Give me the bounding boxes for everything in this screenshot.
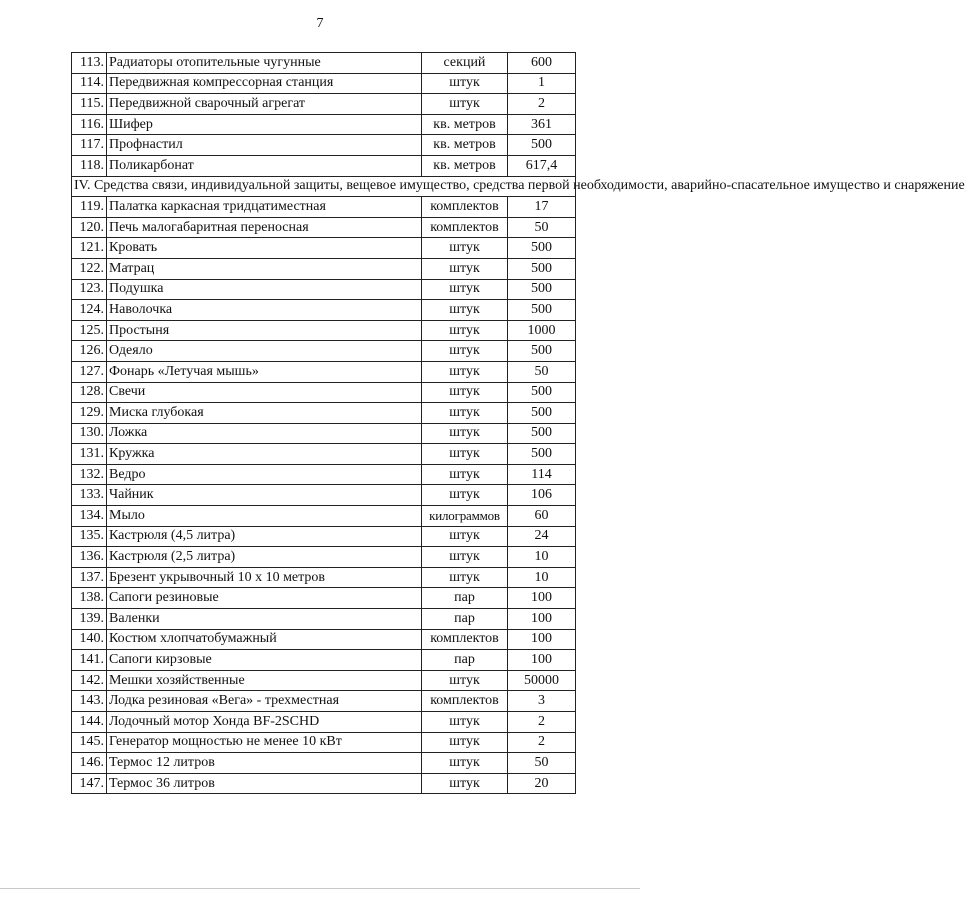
item-quantity: 500 [508,382,576,403]
item-number: 119. [72,197,107,218]
item-quantity: 617,4 [508,155,576,176]
item-number: 128. [72,382,107,403]
item-name: Наволочка [107,300,422,321]
item-number: 123. [72,279,107,300]
item-number: 116. [72,114,107,135]
item-name: Валенки [107,609,422,630]
item-quantity: 114 [508,464,576,485]
item-name: Палатка каркасная тридцатиместная [107,197,422,218]
item-unit: штук [422,382,508,403]
table-row [72,53,576,74]
item-name: Профнастил [107,135,422,156]
item-quantity: 1000 [508,320,576,341]
item-quantity: 50 [508,361,576,382]
item-quantity: 60 [508,506,576,527]
item-number: 132. [72,464,107,485]
item-unit: штук [422,238,508,259]
table-row [72,712,576,733]
item-name: Сапоги кирзовые [107,650,422,671]
item-name: Передвижная компрессорная станция [107,73,422,94]
item-name: Передвижной сварочный агрегат [107,94,422,115]
item-quantity: 50000 [508,670,576,691]
item-name: Брезент укрывочный 10 х 10 метров [107,567,422,588]
item-quantity: 500 [508,300,576,321]
item-quantity: 100 [508,650,576,671]
table-row [72,94,576,115]
item-name: Свечи [107,382,422,403]
item-quantity: 100 [508,588,576,609]
item-number: 122. [72,258,107,279]
table-row [72,567,576,588]
item-name: Лодочный мотор Хонда BF-2SCHD [107,712,422,733]
item-name: Кровать [107,238,422,259]
table-row [72,403,576,424]
item-unit: штук [422,485,508,506]
item-quantity: 500 [508,423,576,444]
item-number: 125. [72,320,107,341]
item-number: 141. [72,650,107,671]
item-quantity: 17 [508,197,576,218]
item-name: Мешки хозяйственные [107,670,422,691]
item-unit: пар [422,588,508,609]
table-row [72,197,576,218]
item-name: Радиаторы отопительные чугунные [107,53,422,74]
item-unit: штук [422,94,508,115]
item-number: 130. [72,423,107,444]
item-quantity: 500 [508,258,576,279]
item-name: Костюм хлопчатобумажный [107,629,422,650]
table-body-before-section [72,53,576,177]
item-quantity: 500 [508,238,576,259]
item-name: Мыло [107,506,422,527]
item-number: 139. [72,609,107,630]
item-unit: кв. метров [422,114,508,135]
item-name: Кружка [107,444,422,465]
item-unit: комплектов [422,197,508,218]
item-unit: килограммов [422,506,508,527]
table-row [72,217,576,238]
item-name: Сапоги резиновые [107,588,422,609]
item-unit: пар [422,609,508,630]
table-row [72,753,576,774]
item-name: Простыня [107,320,422,341]
table-row [72,279,576,300]
item-name: Матрац [107,258,422,279]
item-unit: штук [422,464,508,485]
table-row [72,691,576,712]
table-row [72,444,576,465]
item-number: 144. [72,712,107,733]
item-number: 118. [72,155,107,176]
item-number: 115. [72,94,107,115]
table-row [72,341,576,362]
page-bottom-divider [0,888,640,889]
table-row [72,732,576,753]
table-body-after-section [72,197,576,794]
item-unit: комплектов [422,217,508,238]
item-quantity: 100 [508,609,576,630]
item-number: 120. [72,217,107,238]
item-number: 127. [72,361,107,382]
item-name: Лодка резиновая «Вега» - трехместная [107,691,422,712]
item-number: 121. [72,238,107,259]
item-unit: кв. метров [422,155,508,176]
item-quantity: 10 [508,567,576,588]
item-unit: штук [422,753,508,774]
item-unit: секций [422,53,508,74]
item-unit: штук [422,547,508,568]
item-name: Чайник [107,485,422,506]
item-name: Ложка [107,423,422,444]
item-quantity: 500 [508,341,576,362]
table-row [72,526,576,547]
item-quantity: 361 [508,114,576,135]
item-number: 135. [72,526,107,547]
item-name: Кастрюля (4,5 литра) [107,526,422,547]
table-row [72,670,576,691]
item-unit: штук [422,341,508,362]
item-name: Термос 12 литров [107,753,422,774]
item-name: Подушка [107,279,422,300]
item-unit: штук [422,526,508,547]
item-unit: штук [422,712,508,733]
item-name: Ведро [107,464,422,485]
table-row [72,650,576,671]
item-number: 146. [72,753,107,774]
item-name: Термос 36 литров [107,773,422,794]
item-quantity: 500 [508,444,576,465]
table-row [72,423,576,444]
table-row [72,485,576,506]
table-row [72,464,576,485]
item-unit: штук [422,773,508,794]
item-number: 114. [72,73,107,94]
item-quantity: 2 [508,712,576,733]
page-number: 7 [316,16,324,31]
item-quantity: 20 [508,773,576,794]
table-row [72,135,576,156]
item-number: 143. [72,691,107,712]
item-quantity: 10 [508,547,576,568]
item-unit: штук [422,300,508,321]
item-name: Кастрюля (2,5 литра) [107,547,422,568]
item-name: Генератор мощностью не менее 10 кВт [107,732,422,753]
item-unit: штук [422,567,508,588]
item-quantity: 106 [508,485,576,506]
table-row [72,300,576,321]
item-number: 136. [72,547,107,568]
item-number: 117. [72,135,107,156]
table-row [72,73,576,94]
item-unit: штук [422,73,508,94]
table-row [72,155,576,176]
item-unit: штук [422,670,508,691]
section-title: IV. Средства связи, индивидуальной защиты, вещевое имущество, средства первой необходимости, аварийно-спасательное имущество и снаряжение [72,176,576,197]
item-name: Печь малогабаритная переносная [107,217,422,238]
item-unit: штук [422,258,508,279]
item-number: 145. [72,732,107,753]
item-name: Шифер [107,114,422,135]
item-unit: штук [422,403,508,424]
section-header-row [72,176,576,197]
item-unit: штук [422,361,508,382]
item-unit: комплектов [422,691,508,712]
item-name: Поликарбонат [107,155,422,176]
item-number: 131. [72,444,107,465]
item-quantity: 100 [508,629,576,650]
table-row [72,114,576,135]
table-row [72,238,576,259]
item-unit: кв. метров [422,135,508,156]
section-header-body [72,176,965,197]
item-number: 138. [72,588,107,609]
table-row [72,629,576,650]
item-unit: штук [422,423,508,444]
item-unit: пар [422,650,508,671]
table-row [72,547,576,568]
item-quantity: 500 [508,135,576,156]
item-number: 126. [72,341,107,362]
item-number: 142. [72,670,107,691]
item-quantity: 500 [508,403,576,424]
item-name: Одеяло [107,341,422,362]
item-number: 124. [72,300,107,321]
item-quantity: 50 [508,753,576,774]
table-row [72,361,576,382]
table-row [72,320,576,341]
item-quantity: 3 [508,691,576,712]
table-row [72,258,576,279]
item-quantity: 500 [508,279,576,300]
item-unit: штук [422,320,508,341]
item-quantity: 2 [508,94,576,115]
table-row [72,609,576,630]
item-name: Миска глубокая [107,403,422,424]
item-quantity: 1 [508,73,576,94]
inventory-table [71,52,965,794]
table-row [72,382,576,403]
item-quantity: 600 [508,53,576,74]
item-unit: штук [422,444,508,465]
item-name: Фонарь «Летучая мышь» [107,361,422,382]
item-number: 133. [72,485,107,506]
item-number: 134. [72,506,107,527]
item-unit: комплектов [422,629,508,650]
item-quantity: 50 [508,217,576,238]
item-unit: штук [422,279,508,300]
table-row [72,506,576,527]
item-number: 129. [72,403,107,424]
item-number: 137. [72,567,107,588]
item-quantity: 24 [508,526,576,547]
item-number: 113. [72,53,107,74]
table-row [72,773,576,794]
item-quantity: 2 [508,732,576,753]
table-row [72,588,576,609]
item-number: 140. [72,629,107,650]
item-number: 147. [72,773,107,794]
item-unit: штук [422,732,508,753]
